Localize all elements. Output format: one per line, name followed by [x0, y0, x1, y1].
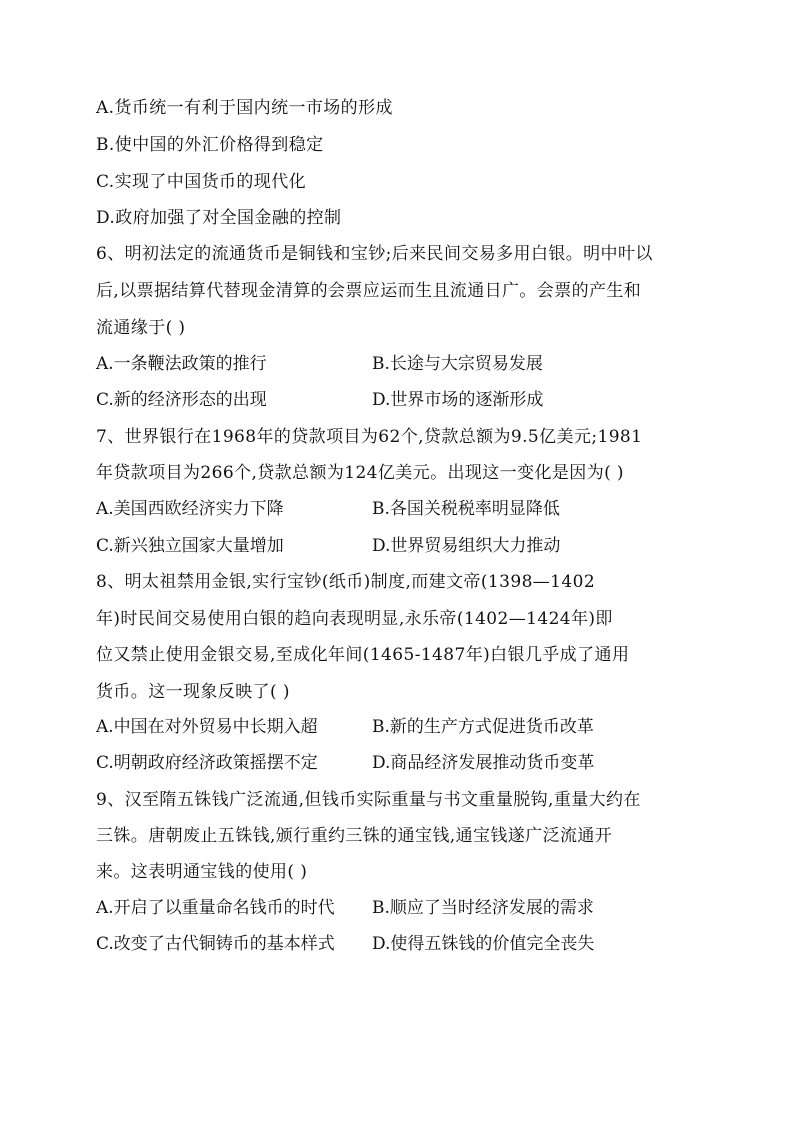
q5-option-d: D.政府加强了对全国金融的控制 [96, 208, 342, 228]
q9-options-row2 [96, 931, 716, 957]
q9-option-a: A.开启了以重量命名钱币的时代 [96, 898, 335, 918]
q7-options-row1 [96, 496, 716, 522]
q6-stem-line2: 后,以票据结算代替现金清算的会票应运而生且流通日广。会票的产生和 [96, 281, 642, 301]
q7-options-row2 [96, 533, 716, 559]
q8-option-d: D.商品经济发展推动货币变革 [372, 753, 595, 773]
q7-option-b: B.各国关税税率明显降低 [372, 499, 560, 519]
q7-option-a: A.美国西欧经济实力下降 [96, 499, 284, 519]
q8-option-a: A.中国在对外贸易中长期入超 [96, 717, 318, 737]
q6-option-a: A.一条鞭法政策的推行 [96, 354, 267, 374]
q9-stem-line1: 9、汉至隋五铢钱广泛流通,但钱币实际重量与书文重量脱钩,重量大约在 [96, 790, 641, 810]
q6-option-c: C.新的经济形态的出现 [96, 390, 267, 410]
q6-option-d: D.世界市场的逐渐形成 [372, 390, 544, 410]
q8-stem-line1: 8、明太祖禁用金银,实行宝钞(纸币)制度,而建文帝(1398—1402 [96, 572, 596, 592]
q9-option-b: B.顺应了当时经济发展的需求 [372, 898, 594, 918]
q9-option-c: C.改变了古代铜铸币的基本样式 [96, 934, 335, 954]
q7-option-c: C.新兴独立国家大量增加 [96, 536, 284, 556]
q7-stem-line1: 7、世界银行在1968年的贷款项目为62个,贷款总额为9.5亿美元;1981 [96, 427, 643, 447]
q6-option-b: B.长途与大宗贸易发展 [372, 354, 543, 374]
q6-options-row2 [96, 387, 716, 413]
q9-stem-line2: 三铢。唐朝废止五铢钱,颁行重约三铢的通宝钱,通宝钱遂广泛流通开 [96, 826, 613, 846]
q6-stem-line1: 6、明初法定的流通货币是铜钱和宝钞;后来民间交易多用白银。明中叶以 [96, 244, 653, 264]
q8-stem-line4: 货币。这一现象反映了( ) [96, 682, 290, 702]
q8-stem-line3: 位又禁止使用金银交易,至成化年间(1465-1487年)白银几乎成了通用 [96, 645, 630, 665]
q8-stem-line2: 年)时民间交易使用白银的趋向表现明显,永乐帝(1402—1424年)即 [96, 609, 613, 629]
q6-stem-line3: 流通缘于( ) [96, 318, 186, 338]
q9-stem-line3: 来。这表明通宝钱的使用( ) [96, 862, 308, 882]
q8-options-row2 [96, 750, 716, 776]
q8-option-b: B.新的生产方式促进货币改革 [372, 717, 594, 737]
q8-options-row1 [96, 714, 716, 740]
q7-option-d: D.世界贸易组织大力推动 [372, 536, 561, 556]
q6-options-row1 [96, 351, 716, 377]
q9-options-row1 [96, 895, 716, 921]
q7-stem-line2: 年贷款项目为266个,贷款总额为124亿美元。出现这一变化是因为( ) [96, 463, 624, 483]
q5-option-c: C.实现了中国货币的现代化 [96, 172, 307, 192]
q9-option-d: D.使得五铢钱的价值完全丧失 [372, 934, 595, 954]
q8-option-c: C.明朝政府经济政策摇摆不定 [96, 753, 318, 773]
q5-option-b: B.使中国的外汇价格得到稳定 [96, 135, 324, 155]
q5-option-a: A.货币统一有利于国内统一市场的形成 [96, 98, 393, 118]
